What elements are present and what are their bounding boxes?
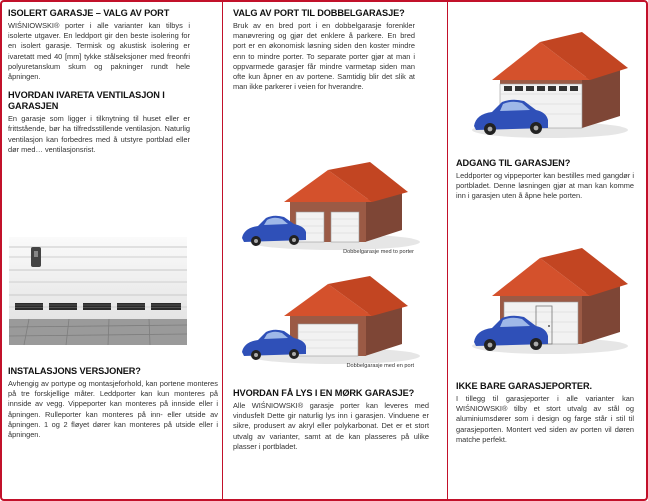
text-ikke-bare: I tillegg til garasjeporter i alle varianter kan WIŚNIOWSKI® tilby et stort utvalg av stål og aluminiumsdører som i design og farge står i stil til garasjeporten. Montert ved siden av porten vil døren matche perfekt. <box>456 394 634 444</box>
ventilation-photo <box>9 237 187 345</box>
heading-lys: HVORDAN FÅ LYS I EN MØRK GARASJE? <box>233 388 415 398</box>
text-adgang: Leddporter og vippeporter kan bestilles med gangdør i portbladet. Denne løsningen gjør at man kan komme inn i garasjen uten å åpne hele porten. <box>456 171 634 201</box>
heading-ventilasjon: HVORDAN IVARETA VENTILASJON I GARASJEN <box>8 90 165 112</box>
text-ventilasjon: En garasje som ligger i tilknytning til huset eller er frittstående, bør ha tilfredsstillende ventilasjon. Naturlig ventilasjon kan forbedres med å utstyre portblad eller dør med… ventilasjonsrist. <box>8 114 190 154</box>
garage-two-doors-illustration <box>240 160 420 252</box>
heading-ikke-bare: IKKE BARE GARASJEPORTER. <box>456 381 592 391</box>
heading-installasjon: INSTALASJONS VERSJONER? <box>8 366 141 376</box>
garage-one-door-illustration <box>240 276 420 366</box>
caption-one-door: Dobbelgarasje med en port <box>346 363 414 369</box>
column-3-bottom <box>456 381 634 497</box>
heading-adgang: ADGANG TIL GARASJEN? <box>456 158 571 168</box>
column-1-bottom <box>8 366 218 497</box>
column-divider-left <box>222 2 223 499</box>
column-divider-right <box>447 2 448 499</box>
heading-isolert-garasje: ISOLERT GARASJE – VALG AV PORT <box>8 8 170 18</box>
text-isolert-garasje: WIŚNIOWSKI® porter i alle varianter kan tilbys i isolerte utgaver. En leddport gir den beste isolering for en isolert garasje. Termisk og akustisk isolering er ivaretatt med 40 [mm] tykke stålseksjoner med freonfri polyuretanskum skum og pakninger rundt hele åpningen. <box>8 21 190 82</box>
garage-wicket-door-illustration <box>470 246 640 356</box>
text-lys: Alle WIŚNIOWSKI® garasje porter kan leveres med vindusfelt Dette gir naturlig lys inn i garasjen. Vinduene er sikre, produsert av akryl eller polykarbonat. Det er et stort utvalg av varianter, samt at de kan plasseres på ulike plasser i portbladet. <box>233 401 429 451</box>
column-2-bottom <box>233 388 429 497</box>
text-installasjon: Avhengig av portype og montasjeforhold, kan portene monteres på tre forskjellige måter. Leddporter kan kun monteres på innside av vegg. Vippeporter kan monteres på innside eller i åpningen. Rulleporter kan monteres på inn- eller utside av åpningen. 1 og 2 fløyet dører kan monteres på utside eller i åpningen. <box>8 379 218 440</box>
text-dobbelgarasje: Bruk av en bred port i en dobbelgarasje forenkler manøvrering og gjør det enklere å parkere. En bred port er en økonomisk løsning siden den koster mindre enn to mindre porter. To separate porter gjør at man i oppvarmede garasjer får mindre varmetap siden man ofte kun åpner en av portene. Samtidig blir det slik at man ikke parkerer i veien for hverandre. <box>233 21 415 92</box>
garage-windows-illustration <box>470 28 640 140</box>
heading-dobbelgarasje: VALG AV PORT TIL DOBBELGARASJE? <box>233 8 405 18</box>
caption-two-doors: Dobbelgarasje med to porter <box>343 249 414 255</box>
